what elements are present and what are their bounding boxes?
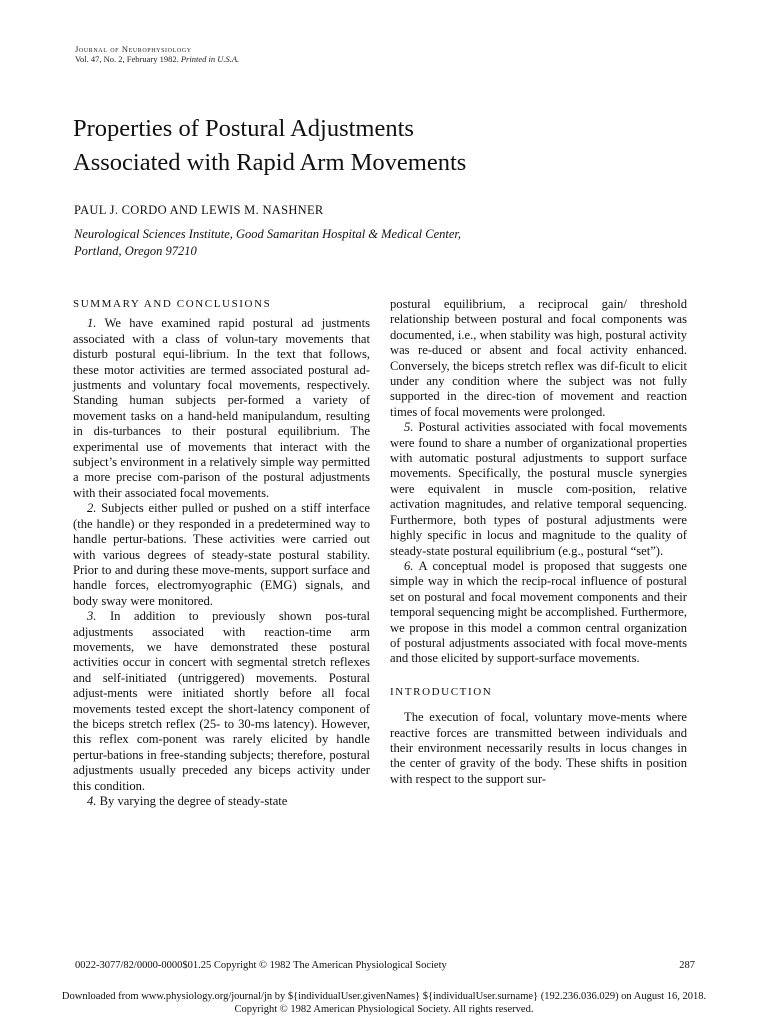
summary-paragraph-1 — [73, 316, 370, 501]
authors: PAUL J. CORDO AND LEWIS M. NASHNER — [74, 203, 324, 217]
left-column — [73, 297, 370, 809]
summary-paragraph-4-continued: postural equilibrium, a reciprocal gain/ threshold relationship between postural and focal components was documented, i.e., when stability was high, postural activity was re-duced or absent and focal activity enhanced. Conversely, the biceps stretch reflex was dif-ficult to elicit under any condition where the subject was not fully supported in the direc-tion of movement and reaction times of focal movements were prolonged. — [390, 297, 687, 419]
summary-paragraph-5 — [390, 420, 687, 559]
paragraph-number: 4. — [87, 794, 97, 808]
page-number: 287 — [679, 960, 695, 971]
paragraph-text: A conceptual model is proposed that suggests one simple way in which the recip-rocal influence of postural set on postural and focal movement components and their temporal sequencing might be accomplished. Furthermore, we propose in this model a common central organization of postural adjustments associated with focal move-ments and those elicited by support-surface movements. — [390, 558, 687, 666]
title-line-2: Associated with Rapid Arm Movements — [73, 149, 467, 176]
download-note-line-2: Copyright © 1982 American Physiological Society. All rights reserved. — [234, 1004, 534, 1015]
paragraph-number: 1. — [87, 316, 97, 331]
introduction-heading: INTRODUCTION — [390, 685, 493, 698]
paragraph-number: 6. — [404, 558, 414, 573]
affiliation-line-1: Neurological Sciences Institute, Good Samaritan Hospital & Medical Center, — [74, 227, 461, 241]
summary-paragraph-2 — [73, 501, 370, 609]
paragraph-text: Subjects either pulled or pushed on a stiff interface (the handle) or they responded in a predetermined way to handle pertur-bations. These activities were carried out with various degrees of steady-state postural stability. Prior to and during these move-ments, support surface and handle forces, electromyographic (EMG) signals, and body sway were monitored. — [73, 501, 370, 608]
journal-header — [75, 44, 239, 65]
download-note — [0, 990, 768, 1016]
footer-copyright: 0022-3077/82/0000-0000$01.25 Copyright © 1982 The American Physiological Society — [75, 960, 447, 971]
paragraph-text: Postural activities associated with focal movements were found to share a number of organizational properties with automatic postural adjustments to support surface movements. Specifically, the postural muscle synergies were equivalent in muscle com-position, relative activation magnitudes, and relative temporal sequencing. Furthermore, both types of postural adjustments were highly specific in locus and magnitude to the quality of steady-state postural equilibrium (e.g., postural “set”). — [390, 420, 687, 558]
issue-info: Vol. 47, No. 2, February 1982. — [75, 54, 179, 64]
affiliation — [74, 226, 634, 260]
summary-paragraph-6 — [390, 559, 687, 667]
journal-name: Journal of Neurophysiology — [75, 44, 192, 54]
paragraph-text: In addition to previously shown pos-tural adjustments associated with reaction-time arm movements, we have demonstrated these postural activities occur in concert with segmental stretch reflexes and self-initiated (untriggered) movements. Postural adjust-ments were initiated shortly before all focal movements tested except the short-latency component of the biceps stretch reflex (25- to 30-ms latency). However, this reflex com-ponent was rarely elicited by handle pertur-bations in free-standing subjects; therefore, postural adjustments usually preceded any biceps activity under this condition. — [73, 609, 370, 793]
paragraph-text: We have examined rapid postural ad justments associated with a class of volun-tary movements that disturb postural equi-librium. In the text that follows, these motor activities are termed associated postural ad-justments and voluntary focal movements, respectively. Standing human subjects per-formed a variety of movement tasks on a hand-held manipulandum, resulting in dis-turbances to their postural equilibrium. The experimental use of movements that interact with the subject’s environment in a relatively simple way permitted a more precise com-parison of the postural adjustments with their associated focal movements. — [73, 316, 371, 500]
paragraph-text: By varying the degree of steady-state — [99, 794, 288, 808]
summary-heading: SUMMARY AND CONCLUSIONS — [73, 298, 272, 310]
journal-issue — [75, 54, 239, 65]
paragraph-number: 2. — [87, 501, 97, 516]
download-note-line-1: Downloaded from www.physiology.org/journal/jn by ${individualUser.givenNames} ${individualUser.surname} (192.236.036.029) on August 16, 2018. — [61, 991, 707, 1002]
summary-paragraph-3 — [73, 609, 370, 794]
affiliation-line-2: Portland, Oregon 97210 — [74, 244, 197, 258]
printed-in: Printed in U.S.A. — [180, 54, 240, 64]
summary-paragraph-4 — [73, 794, 370, 809]
title-line-1: Properties of Postural Adjustments — [73, 115, 414, 142]
introduction-paragraph-1: The execution of focal, voluntary move-ments where reactive forces are transmitted between individuals and their environment necessarily results in locus changes in the center of gravity of the body. These shifts in position with respect to the support sur- — [390, 710, 687, 786]
right-column — [390, 297, 687, 787]
paragraph-number: 3. — [87, 609, 97, 624]
article-title — [73, 112, 633, 180]
paragraph-number: 5. — [404, 420, 414, 435]
